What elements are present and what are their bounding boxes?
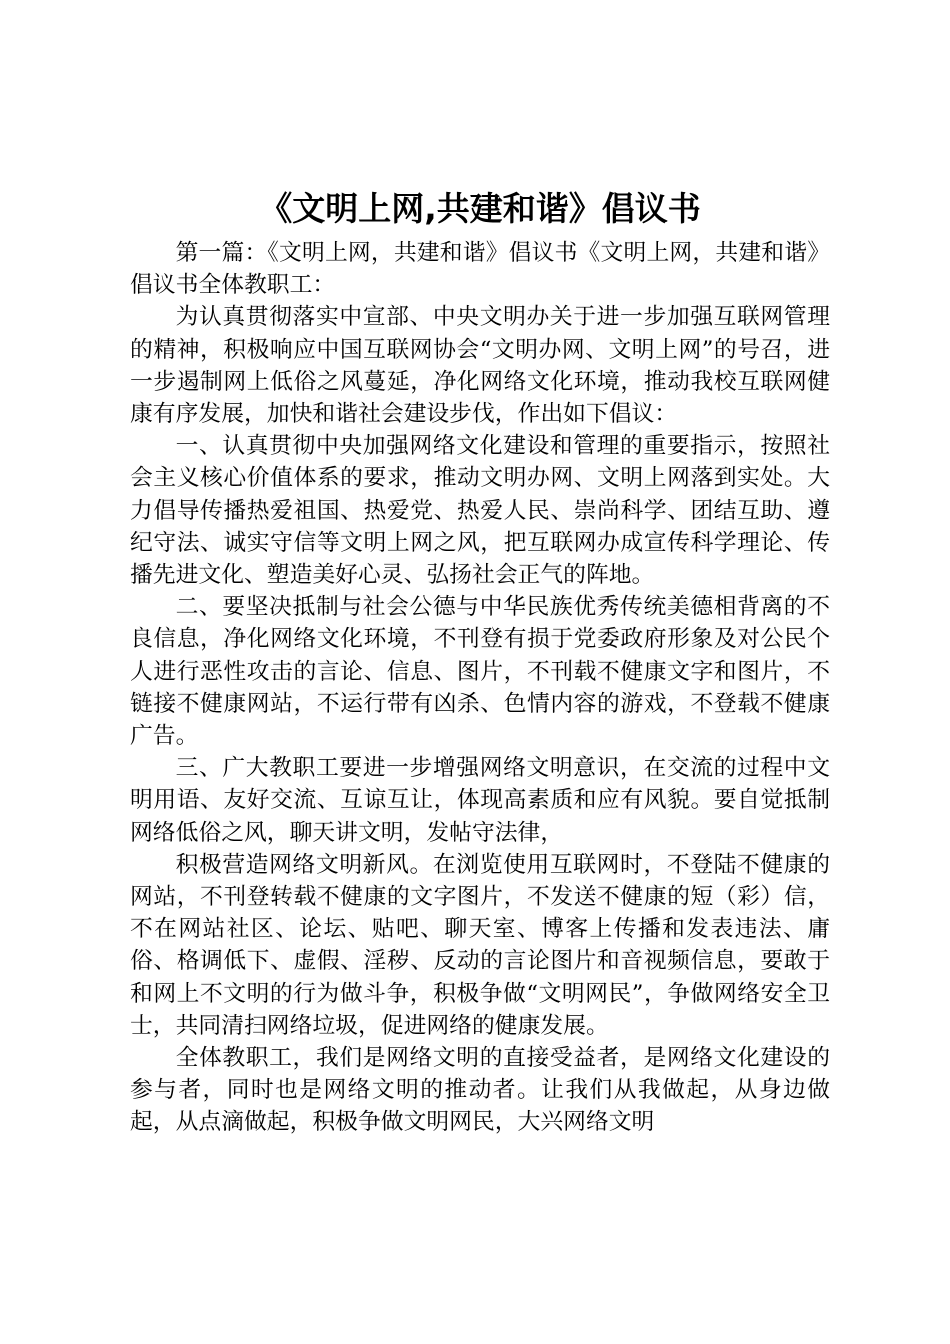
document-body: [130, 237, 830, 1139]
paragraph-7: 全体教职工，我们是网络文明的直接受益者，是网络文化建设的参与者，同时也是网络文明的推动者。让我们从我做起，从身边做起，从点滴做起，积极争做文明网民，大兴网络文明: [130, 1045, 830, 1136]
paragraph-1: 第一篇：《文明上网，共建和谐》倡议书《文明上网，共建和谐》倡议书全体教职工：: [130, 240, 830, 299]
document-title: 《文明上网,共建和谐》倡议书: [259, 189, 701, 228]
paragraph-2: 为认真贯彻落实中宣部、中央文明办关于进一步加强互联网管理的精神，积极响应中国互联网协会“文明办网、文明上网”的号召，进一步遏制网上低俗之风蔓延，净化网络文化环境，推动我校互联网健康有序发展，加快和谐社会建设步伐，作出如下倡议：: [130, 304, 830, 428]
paragraph-4: 二、要坚决抵制与社会公德与中华民族优秀传统美德相背离的不良信息，净化网络文化环境，不刊登有损于党委政府形象及对公民个人进行恶性攻击的言论、信息、图片，不刊载不健康文字和图片，不链接不健康网站，不运行带有凶杀、色情内容的游戏，不登载不健康广告。: [130, 594, 830, 750]
paragraph-3: 一、认真贯彻中央加强网络文化建设和管理的重要指示，按照社会主义核心价值体系的要求，推动文明办网、文明上网落到实处。大力倡导传播热爱祖国、热爱党、热爱人民、崇尚科学、团结互助、遵纪守法、诚实守信等文明上网之风，把互联网办成宣传科学理论、传播先进文化、塑造美好心灵、弘扬社会正气的阵地。: [130, 433, 830, 589]
paragraph-5: 三、广大教职工要进一步增强网络文明意识，在交流的过程中文明用语、友好交流、互谅互让，体现高素质和应有风貌。要自觉抵制网络低俗之风，聊天讲文明，发帖守法律，: [130, 755, 830, 846]
paragraph-6: 积极营造网络文明新风。在浏览使用互联网时，不登陆不健康的网站，不刊登转载不健康的文字图片，不发送不健康的短（彩）信，不在网站社区、论坛、贴吧、聊天室、博客上传播和发表违法、庸俗、格调低下、虚假、淫秽、反动的言论图片和音视频信息，要敢于和网上不文明的行为做斗争，积极争做“文明网民”，争做网络安全卫士，共同清扫网络垃圾，促进网络的健康发展。: [130, 851, 830, 1039]
